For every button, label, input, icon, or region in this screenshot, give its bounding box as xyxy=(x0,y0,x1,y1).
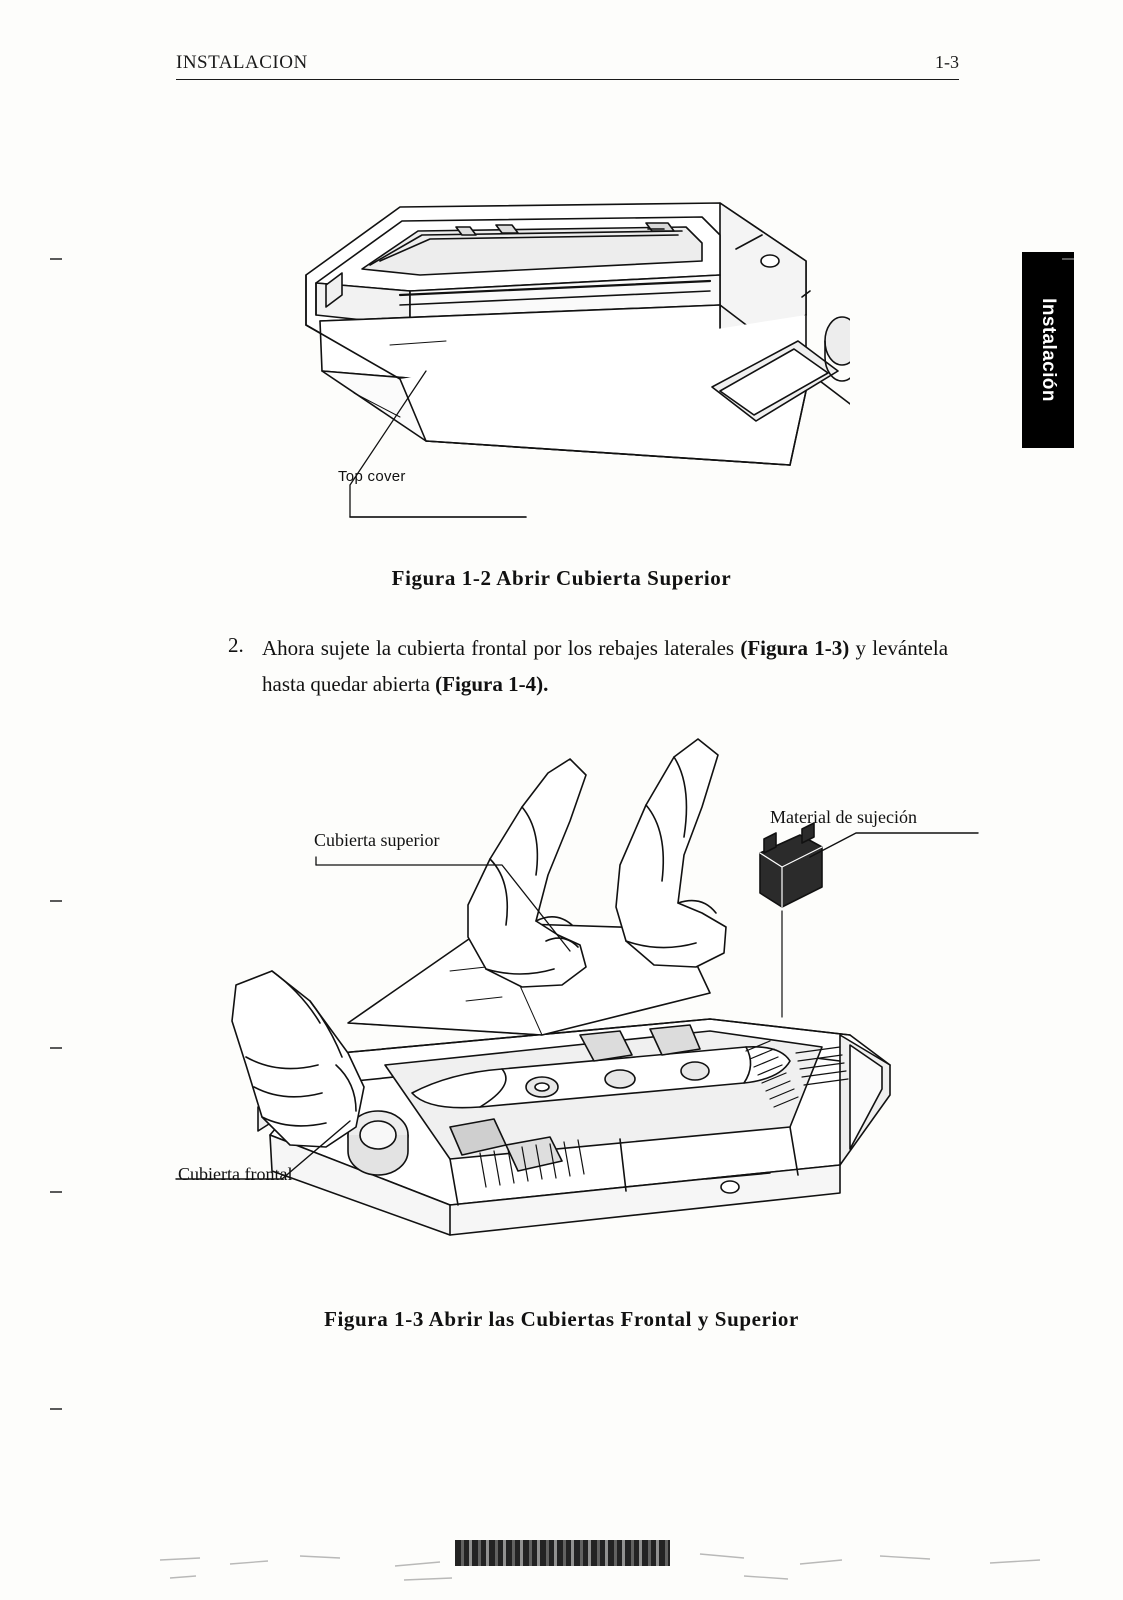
callout-label-material-de-sujecion: Material de sujeción xyxy=(770,807,917,827)
callout-label-cubierta-frontal: Cubierta frontal xyxy=(178,1164,293,1184)
step-text-bold-2: 1-3) xyxy=(814,636,850,660)
callout-label-cubierta-superior: Cubierta superior xyxy=(314,830,440,850)
scan-tick-mark xyxy=(50,1191,62,1193)
figure-1-3-caption: Figura 1-3 Abrir las Cubiertas Frontal y Superior xyxy=(324,1307,799,1331)
step-number: 2. xyxy=(228,633,244,657)
step-text-part-3: y levántela hasta quedar abierta xyxy=(262,636,949,696)
step-text-bold-3: (Figura 1-4). xyxy=(435,672,549,696)
figure-1-3 xyxy=(150,735,980,1255)
scan-tick-mark xyxy=(50,258,62,260)
side-tab-label: Instalación xyxy=(1038,298,1059,402)
scan-tick-mark xyxy=(50,900,62,902)
scan-tick-mark xyxy=(50,1047,62,1049)
scan-tick-mark xyxy=(50,1408,62,1410)
side-thumb-tab xyxy=(1022,252,1074,448)
callout-label-top-cover: Top cover xyxy=(338,468,406,485)
step-text-part-2: los rebajes laterales xyxy=(567,636,735,660)
step-text-bold-1: (Figura xyxy=(740,636,808,660)
header-divider xyxy=(176,79,959,80)
page-number: 1-3 xyxy=(935,52,959,72)
page-header xyxy=(176,52,959,84)
header-chapter-title: INSTALACION xyxy=(176,52,308,73)
instruction-step-2 xyxy=(228,630,948,702)
scan-artifact-noise xyxy=(0,1530,1123,1600)
step-text-part-1: Ahora sujete la cubierta frontal por xyxy=(262,636,562,660)
scan-tick-mark xyxy=(1062,258,1074,260)
figure-1-2-caption: Figura 1-2 Abrir Cubierta Superior xyxy=(391,566,732,590)
step-text xyxy=(262,630,948,702)
figure-1-2 xyxy=(250,165,850,525)
